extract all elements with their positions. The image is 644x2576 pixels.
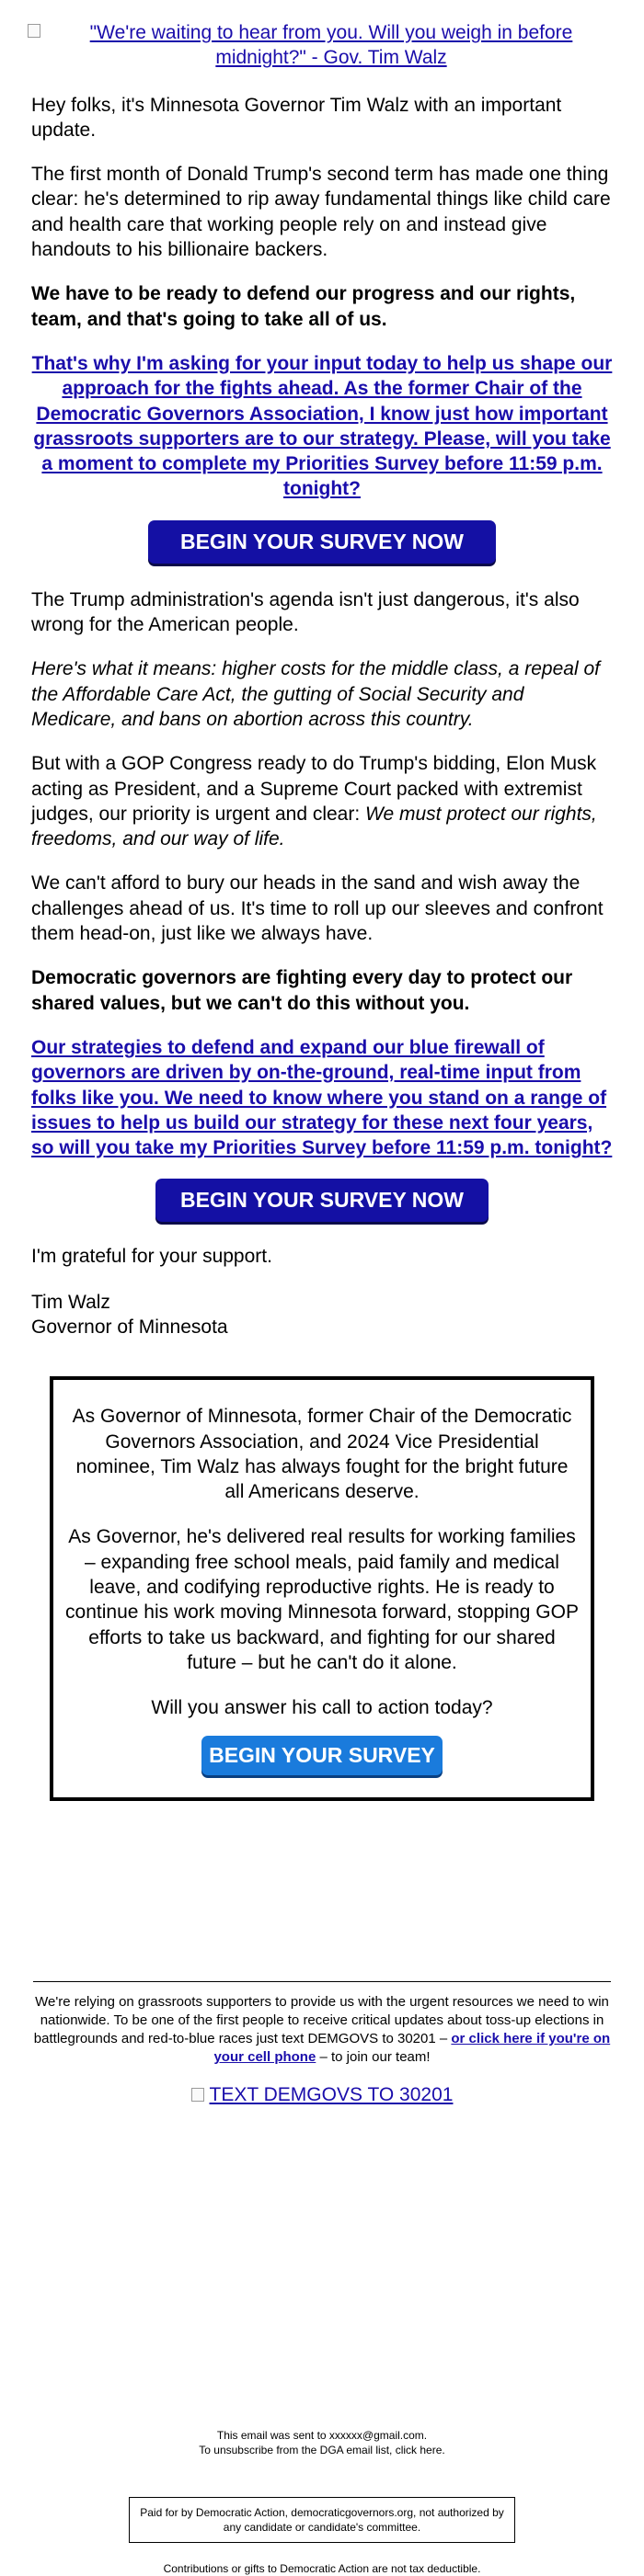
begin-survey-button-3[interactable]: BEGIN YOUR SURVEY (201, 1736, 443, 1775)
signature-title: Governor of Minnesota (31, 1316, 228, 1338)
email-sent-notice: This email was sent to xxxxxx@gmail.com. (216, 2428, 428, 2442)
begin-survey-button-1[interactable]: BEGIN YOUR SURVEY NOW (148, 520, 496, 564)
bio-button-row (64, 1736, 580, 1775)
bio-paragraph-2: As Governor, he's delivered real results for working families – expanding free school meals, paid family and medical leave, and codifying reproductive rights. He is ready to continue his work moving Minnesota forward, stopping GOP efforts to take us backward, and fighting for our shared future – but he can't do it alone. (65, 1526, 579, 1673)
greeting-paragraph: Hey folks, it's Minnesota Governor Tim Walz with an important update. (31, 94, 562, 141)
sleeves-paragraph: We can't afford to bury our heads in the sand and wish away the challenges ahead of us. It's time to roll up our sleeves and confront them head-on, just like we always have. (31, 872, 604, 945)
sms-text: We're relying on grassroots supporters to provide us with the urgent resources we need to win nationwide. To be one of the first people to receive critical updates about toss-up elections in battlegrounds and red-to-blue races just text DEMGOVS to 30201 – (33, 1993, 609, 2047)
agenda-paragraph: The Trump administration's agenda isn't just dangerous, it's also wrong for the American people. (31, 588, 580, 636)
spacer (0, 1801, 644, 1981)
strategy-link-paragraph (31, 1035, 613, 1160)
bio-question: Will you answer his call to action today? (151, 1697, 493, 1719)
button-row-1 (31, 520, 613, 564)
bio-paragraph-1: As Governor of Minnesota, former Chair of the Democratic Governors Association, and 2024 Vice Presidential nominee, Tim Walz has always fought for the bright future all Americans deserve. (72, 1406, 572, 1503)
text-demgovs-image-link[interactable] (0, 2084, 644, 2106)
survey-link-paragraph (31, 351, 613, 502)
governors-paragraph: Democratic governors are fighting every day to protect our shared values, but we can't do this without you. (31, 967, 573, 1014)
defend-paragraph: We have to be ready to defend our progress and our rights, team, and that's going to take all of us. (31, 283, 576, 330)
email-body (31, 93, 613, 1340)
tax-deductible-notice: Contributions or gifts to Democratic Action are not tax deductible. (163, 2562, 481, 2576)
broken-image-icon (191, 2088, 204, 2102)
signature-name: Tim Walz (31, 1291, 110, 1313)
gop-italic-text: We must protect our rights, freedoms, and our way of life. (31, 803, 597, 850)
spacer (0, 2457, 644, 2497)
grateful-line: I'm grateful for your support. (31, 1246, 272, 1268)
button-row-2 (31, 1179, 613, 1222)
costs-paragraph: Here's what it means: higher costs for the middle class, a repeal of the Affordable Care Act, the gutting of Social Security and Medicare, and bans on abortion across this country. (31, 658, 600, 730)
sms-paragraph (33, 1993, 611, 2068)
hero-image-alt-link[interactable]: "We're waiting to hear from you. Will you weigh in before midnight?" - Gov. Tim Walz (89, 22, 573, 69)
signature (31, 1290, 613, 1340)
spacer (0, 2106, 644, 2428)
bio-box (50, 1376, 594, 1800)
sms-cell-link[interactable]: or click here if you're on your cell phone (213, 2031, 611, 2066)
gop-paragraph (31, 751, 613, 851)
footer-divider (33, 1981, 611, 1982)
trump-paragraph: The first month of Donald Trump's second term has made one thing clear: he's determined to rip away fundamental things like child care and health care that working people rely on and instead give handouts to his billionaire backers. (31, 164, 611, 261)
unsubscribe-line[interactable]: To unsubscribe from the DGA email list, click here. (199, 2443, 445, 2456)
paid-for-box: Paid for by Democratic Action, democraticgovernors.org, not authorized by any candidate or candidate's committee. (129, 2497, 515, 2543)
survey-link-1[interactable]: That's why I'm asking for your input today to help us shape our approach for the fights ahead. As the former Chair of the Democratic Governors Association, I know just how important grassroots supporters are to our strategy. Please, will you take a moment to complete my Priorities Survey before 11:59 p.m. tonight? (31, 352, 613, 500)
hero-image-link[interactable] (0, 0, 644, 71)
begin-survey-button-2[interactable]: BEGIN YOUR SURVEY NOW (155, 1179, 489, 1222)
broken-image-icon (28, 24, 40, 38)
sms-text-end: – to join our team! (316, 2049, 431, 2066)
text-demgovs-alt-link[interactable]: TEXT DEMGOVS TO 30201 (209, 2083, 454, 2105)
survey-link-2[interactable]: Our strategies to defend and expand our blue firewall of governors are driven by on-the-ground, real-time input from folks like you. We need to know where you stand on a range of issues to help us build our strategy for these next four years, so will you take my Priorities Survey before 11:59 p.m. tonight? (31, 1036, 613, 1159)
gop-text: But with a GOP Congress ready to do Trump's bidding, Elon Musk acting as President, and a Supreme Court packed with extremist judges, our priority is urgent and clear: (31, 753, 597, 825)
